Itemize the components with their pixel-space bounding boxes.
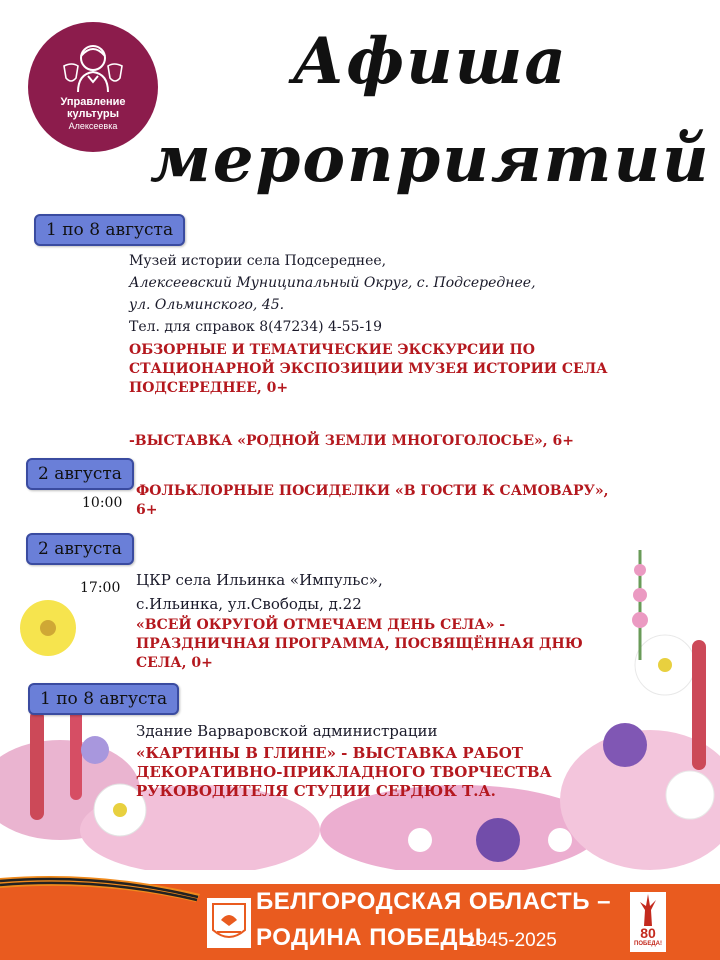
event3-desc2: ПРАЗДНИЧНАЯ ПРОГРАММА, ПОСВЯЩЁННАЯ ДНЮ bbox=[136, 636, 583, 652]
event2-description bbox=[136, 482, 609, 520]
logo-line3: Алексеевка bbox=[68, 121, 118, 131]
belgorod-emblem-icon bbox=[207, 898, 251, 948]
event4-description bbox=[136, 744, 552, 801]
banner-line2: РОДИНА ПОБЕДЫ bbox=[256, 924, 482, 951]
event3-date-badge: 2 августа bbox=[26, 533, 134, 565]
event3-desc1: «ВСЕЙ ОКРУГОЙ ОТМЕЧАЕМ ДЕНЬ СЕЛА» - bbox=[136, 617, 506, 633]
event2-desc2: 6+ bbox=[136, 502, 158, 518]
event3-address1: с.Ильинка, ул.Свободы, д.22 bbox=[136, 595, 362, 613]
event2-date-badge: 2 августа bbox=[26, 458, 134, 490]
event1-phone: Тел. для справок 8(47234) 4-55-19 bbox=[129, 319, 383, 335]
event1-desc4: -ВЫСТАВКА «РОДНОЙ ЗЕМЛИ МНОГОГОЛОСЬЕ», 6+ bbox=[129, 433, 575, 449]
event4-desc2: ДЕКОРАТИВНО-ПРИКЛАДНОГО ТВОРЧЕСТВА bbox=[136, 763, 552, 781]
theatre-masks-icon bbox=[28, 36, 158, 96]
event4-desc1: «КАРТИНЫ В ГЛИНЕ» - ВЫСТАВКА РАБОТ bbox=[136, 744, 523, 762]
event4-place: Здание Варваровской администрации bbox=[136, 722, 438, 740]
event2-desc1: ФОЛЬКЛОРНЫЕ ПОСИДЕЛКИ «В ГОСТИ К САМОВАРУ», bbox=[136, 483, 609, 499]
event3-place: ЦКР села Ильинка «Импульс», bbox=[136, 571, 383, 589]
banner-line1: БЕЛГОРОДСКАЯ ОБЛАСТЬ – bbox=[256, 888, 611, 915]
page-title-line2: мероприятий bbox=[150, 122, 711, 197]
event1-description bbox=[129, 341, 608, 398]
event4-date-badge: 1 по 8 августа bbox=[28, 683, 179, 715]
event1-place: Музей истории села Подсереднее, bbox=[129, 253, 387, 269]
event1-desc2: СТАЦИОНАРНОЙ ЭКСПОЗИЦИИ МУЗЕЯ ИСТОРИИ СЕЛА bbox=[129, 361, 608, 377]
badge-word: ПОБЕДА! bbox=[634, 941, 662, 947]
event3-desc3: СЕЛА, 0+ bbox=[136, 655, 213, 671]
event1-desc1: ОБЗОРНЫЕ И ТЕМАТИЧЕСКИЕ ЭКСКУРСИИ ПО bbox=[129, 342, 535, 358]
event2-time: 10:00 bbox=[82, 495, 123, 511]
event1-address1: Алексеевский Муниципальный Округ, с. Подсереднее, bbox=[129, 275, 536, 291]
monument-icon bbox=[630, 892, 666, 928]
page-title-line1: Афиша bbox=[292, 24, 568, 99]
event1-desc3: ПОДСЕРЕДНЕЕ, 0+ bbox=[129, 380, 289, 396]
badge-number: 80 bbox=[640, 925, 656, 941]
event1-address2: ул. Ольминского, 45. bbox=[129, 297, 285, 313]
logo-line1: Управление bbox=[60, 96, 126, 108]
event3-time: 17:00 bbox=[80, 580, 121, 596]
logo-caption bbox=[28, 96, 158, 132]
st-george-ribbon-icon bbox=[0, 872, 200, 902]
event3-description bbox=[136, 616, 583, 673]
victory-80-badge bbox=[630, 892, 666, 952]
culture-department-logo bbox=[28, 22, 158, 152]
logo-line2: культуры bbox=[66, 108, 119, 120]
banner-years: 1945-2025 bbox=[466, 930, 557, 951]
event3-location bbox=[136, 568, 383, 616]
event1-date-badge: 1 по 8 августа bbox=[34, 214, 185, 246]
event4-desc3: РУКОВОДИТЕЛЯ СТУДИИ СЕРДЮК Т.А. bbox=[136, 782, 496, 800]
event1-location bbox=[129, 250, 536, 338]
